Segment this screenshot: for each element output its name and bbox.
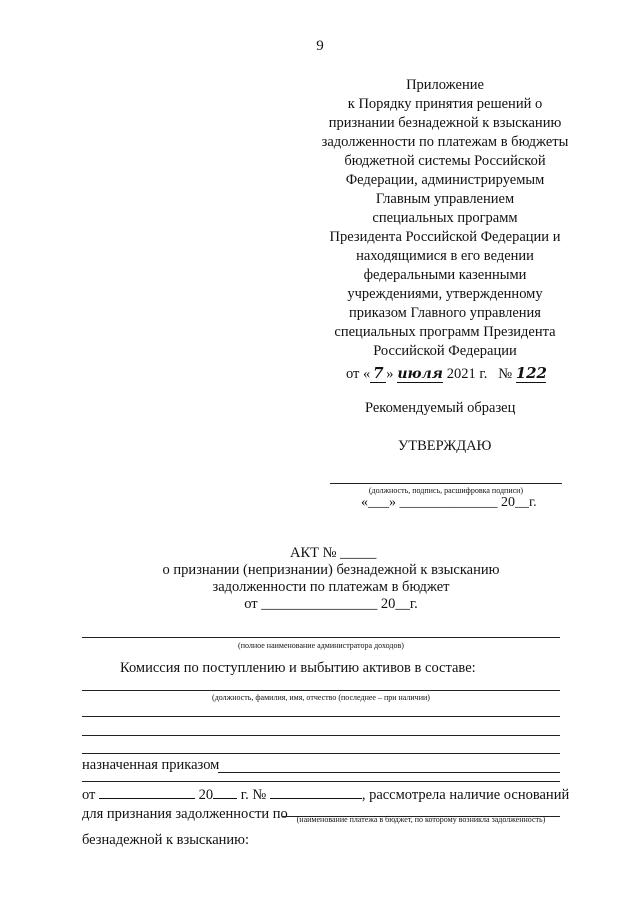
act-date-line: от ________________ 20__г. xyxy=(244,596,418,612)
order-from: от xyxy=(82,787,96,803)
date-mid: » xyxy=(386,366,394,382)
appendix-line: задолженности по платежам в бюджеты xyxy=(321,134,569,150)
order-number-blank xyxy=(270,787,362,799)
act-subtitle-line-2: задолженности по платежам в бюджет xyxy=(212,579,450,595)
appendix-line: находящимися в его ведении xyxy=(356,248,534,264)
appendix-line: федеральными казенными xyxy=(363,267,527,283)
recommended-sample: Рекомендуемый образец xyxy=(365,400,516,416)
number-label: № xyxy=(498,366,513,382)
appendix-line: к Порядку принятия решений о xyxy=(347,96,543,112)
member-line xyxy=(82,716,560,717)
payment-caption: (наименование платежа в бюджет, по которому возникла задолженность) xyxy=(296,815,546,824)
order-g-no: г. № xyxy=(240,787,267,803)
appendix-line: Приложение xyxy=(406,77,484,93)
appendix-line: специальных программ xyxy=(372,210,518,226)
order-year: 20 xyxy=(198,787,214,803)
order-rest: , рассмотрела наличие оснований xyxy=(361,787,570,803)
final-text: безнадежной к взысканию: xyxy=(82,832,250,848)
appointed-line-2 xyxy=(82,781,560,782)
administrator-line xyxy=(82,637,560,638)
approve-date-line: «___» ______________ 20__г. xyxy=(361,495,537,510)
date-month-handwritten: июля xyxy=(397,366,443,382)
appendix-line: учреждениями, утвержденному xyxy=(347,286,543,302)
appointed-line xyxy=(218,772,560,773)
appendix-block xyxy=(300,76,590,361)
appendix-line: Президента Российской Федерации и xyxy=(329,229,561,245)
page-number: 9 xyxy=(316,38,324,54)
date-day-handwritten: 7 xyxy=(370,364,386,383)
appendix-line: специальных программ Президента xyxy=(334,324,556,340)
member-line xyxy=(82,690,560,691)
appendix-date xyxy=(346,364,546,383)
recognition-text: для признания задолженности по xyxy=(82,806,288,822)
order-year-blank xyxy=(213,787,237,799)
appendix-line: Российской Федерации xyxy=(373,343,517,359)
appendix-line: признании безнадежной к взысканию xyxy=(328,115,562,131)
appointed-label: назначенная приказом xyxy=(82,757,220,773)
date-year: 2021 г. xyxy=(446,366,488,382)
act-subtitle-line-1: о признании (непризнании) безнадежной к взысканию xyxy=(162,562,500,578)
member-caption: (должность, фамилия, имя, отчество (последнее – при наличии) xyxy=(212,693,430,702)
signature-caption: (должность, подпись, расшифровка подписи) xyxy=(368,486,524,495)
act-title: АКТ № _____ xyxy=(290,545,377,561)
date-prefix: от « xyxy=(346,366,371,382)
order-row xyxy=(82,787,569,804)
member-line xyxy=(82,735,560,736)
member-line xyxy=(82,753,560,754)
appendix-line: Федерации, администрируемым xyxy=(345,172,545,188)
administrator-caption: (полное наименование администратора доходов) xyxy=(238,641,404,650)
appendix-line: Главным управлением xyxy=(375,191,515,207)
order-day-blank xyxy=(99,787,195,799)
appendix-line: приказом Главного управления xyxy=(349,305,541,321)
commission-text: Комиссия по поступлению и выбытию активов в составе: xyxy=(120,660,476,676)
order-number-handwritten: 122 xyxy=(515,364,547,382)
approve-title: УТВЕРЖДАЮ xyxy=(398,438,492,454)
signature-line xyxy=(330,483,562,484)
appendix-line: бюджетной системы Российской xyxy=(344,153,546,169)
